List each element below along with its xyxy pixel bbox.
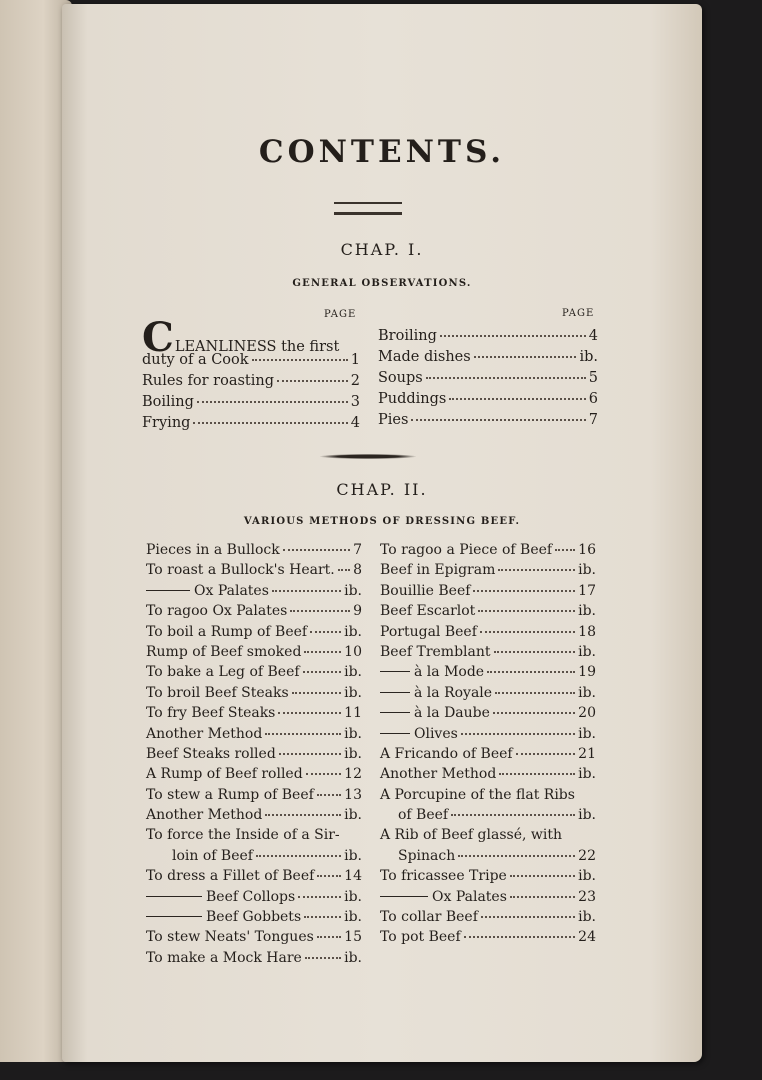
toc-entry-page-number: 13 xyxy=(344,786,362,803)
dot-leader xyxy=(487,671,575,673)
ditto-dash xyxy=(380,733,410,734)
toc-entry xyxy=(380,562,596,582)
toc-entry-label: To ragoo Ox Palates xyxy=(146,603,288,620)
toc-entry-page-number: 4 xyxy=(350,415,360,431)
toc-entry-label: à la Mode xyxy=(414,664,485,681)
toc-entry-label: Bouillie Beef xyxy=(380,582,471,599)
toc-entry xyxy=(378,370,598,391)
toc-entry-page-number: 6 xyxy=(588,391,598,407)
dot-leader xyxy=(265,814,341,816)
toc-entry xyxy=(380,603,596,623)
toc-entry-page-number: ib. xyxy=(579,349,598,365)
toc-entry xyxy=(146,603,362,623)
chapter-1-heading: CHAP. I. xyxy=(340,240,424,259)
dot-leader xyxy=(449,398,585,400)
toc-entry xyxy=(380,624,596,644)
toc-entry xyxy=(146,562,362,582)
toc-entry-label: To ragoo a Piece of Beef xyxy=(380,542,553,558)
dot-leader xyxy=(317,936,341,938)
book-page xyxy=(62,4,702,1062)
toc-entry-label: To roast a Bullock's Heart. xyxy=(146,562,335,579)
toc-entry-page-number: 10 xyxy=(344,643,362,660)
toc-entry xyxy=(146,787,362,807)
toc-entry xyxy=(380,726,596,746)
chapter-2-heading: CHAP. II. xyxy=(336,480,428,499)
toc-entry-page-number: 5 xyxy=(588,370,598,386)
dot-leader xyxy=(303,671,342,673)
toc-entry-page-number: 16 xyxy=(578,542,596,558)
dot-leader xyxy=(306,773,341,775)
toc-entry xyxy=(380,787,596,807)
dot-leader xyxy=(193,422,347,424)
toc-entry-page-number: 4 xyxy=(588,328,598,344)
toc-entry-page-number: 7 xyxy=(353,542,362,558)
toc-entry-page-number: 12 xyxy=(344,766,362,783)
toc-entry xyxy=(146,624,362,644)
toc-entry xyxy=(146,746,362,766)
dot-leader xyxy=(426,377,586,379)
page-title: CONTENTS. xyxy=(258,134,506,170)
toc-entry-label: Rules for roasting xyxy=(142,373,274,389)
dot-leader xyxy=(298,896,341,898)
toc-entry xyxy=(146,726,362,746)
dot-leader xyxy=(555,549,575,551)
toc-entry-label: Beef Gobbets xyxy=(206,909,302,926)
toc-entry-label: LEANLINESS the first xyxy=(174,339,340,355)
toc-entry xyxy=(380,889,596,909)
toc-entry-label: Broiling xyxy=(378,328,437,344)
toc-entry-label: à la Royale xyxy=(414,684,493,701)
toc-entry-page-number: ib. xyxy=(344,745,362,762)
dot-leader xyxy=(516,753,576,755)
dot-leader xyxy=(493,712,575,714)
toc-entry xyxy=(146,705,362,725)
toc-entry xyxy=(146,542,362,562)
dot-leader xyxy=(510,875,575,877)
toc-entry-label: Pies xyxy=(378,412,409,428)
toc-entry xyxy=(380,685,596,705)
toc-entry-label: To force the Inside of a Sir- xyxy=(146,827,340,844)
toc-entry-label: To pot Beef xyxy=(380,929,461,946)
toc-entry xyxy=(146,664,362,684)
toc-entry-label: Olives xyxy=(414,725,458,742)
dot-leader xyxy=(494,651,576,653)
toc-entry-label: To stew a Rump of Beef xyxy=(146,786,314,803)
toc-entry-label: To collar Beef xyxy=(380,909,478,926)
toc-entry-page-number: ib. xyxy=(344,582,362,599)
toc-entry-label: Portugal Beef xyxy=(380,623,477,640)
dot-leader xyxy=(317,794,341,796)
dot-leader xyxy=(283,549,350,551)
toc-entry xyxy=(146,950,362,970)
ditto-dash xyxy=(146,916,202,917)
toc-entry-page-number: ib. xyxy=(344,847,362,864)
dot-leader xyxy=(495,692,575,694)
toc-entry xyxy=(146,766,362,786)
toc-entry-page-number: ib. xyxy=(578,725,596,742)
toc-entry xyxy=(142,373,360,394)
toc-entry-page-number: ib. xyxy=(578,766,596,783)
toc-entry-page-number: 21 xyxy=(578,745,596,762)
toc-entry xyxy=(146,929,362,949)
toc-entry-page-number: ib. xyxy=(344,725,362,742)
dot-leader xyxy=(277,380,348,382)
dot-leader xyxy=(305,957,341,959)
toc-entry-page-number: ib. xyxy=(578,807,596,824)
chapter-divider-swell-rule xyxy=(320,454,416,459)
toc-entry-page-number: ib. xyxy=(578,868,596,885)
toc-entry-label: To broil Beef Steaks xyxy=(146,684,289,701)
page-column-label-right: PAGE xyxy=(562,308,595,319)
toc-entry-page-number: ib. xyxy=(578,562,596,579)
dot-leader xyxy=(304,651,341,653)
toc-entry-page-number: 11 xyxy=(344,705,362,722)
dot-leader xyxy=(473,590,575,592)
toc-entry-page-number: ib. xyxy=(578,684,596,701)
toc-entry-page-number: 20 xyxy=(578,705,596,722)
toc-entry-label: To fry Beef Steaks xyxy=(146,705,276,722)
toc-entry-label: of Beef xyxy=(398,807,449,824)
toc-entry-page-number: 1 xyxy=(350,352,360,368)
dot-leader xyxy=(252,359,348,361)
toc-entry xyxy=(380,583,596,603)
toc-entry xyxy=(380,644,596,664)
toc-entry-label: Beef Tremblant xyxy=(380,643,491,660)
toc-entry xyxy=(146,827,362,847)
toc-entry-label: To make a Mock Hare xyxy=(146,949,302,966)
ditto-dash xyxy=(380,671,410,672)
drop-cap: C xyxy=(142,314,174,361)
toc-entry-page-number: 18 xyxy=(578,623,596,640)
toc-entry xyxy=(146,909,362,929)
toc-entry xyxy=(380,807,596,827)
toc-entry xyxy=(380,705,596,725)
chapter-2-subheading: VARIOUS METHODS OF DRESSING BEEF. xyxy=(243,516,521,527)
toc-entry-label: Another Method xyxy=(146,807,263,824)
toc-entry-page-number: ib. xyxy=(344,664,362,681)
dot-leader xyxy=(304,916,341,918)
toc-entry xyxy=(380,827,596,847)
toc-entry-page-number: 14 xyxy=(344,868,362,885)
toc-entry-page-number: 17 xyxy=(578,582,596,599)
dot-leader xyxy=(440,335,586,337)
dot-leader xyxy=(411,419,585,421)
toc-entry-label: à la Daube xyxy=(414,705,490,722)
toc-entry-label: Another Method xyxy=(146,725,263,742)
dot-leader xyxy=(481,916,575,918)
toc-entry-label: To boil a Rump of Beef xyxy=(146,623,308,640)
toc-entry-label: Another Method xyxy=(380,766,497,783)
toc-entry-page-number: 15 xyxy=(344,929,362,946)
dot-leader xyxy=(499,773,575,775)
toc-entry xyxy=(378,349,598,370)
toc-entry-page-number: ib. xyxy=(344,623,362,640)
toc-entry-label: Ox Palates xyxy=(432,888,507,905)
toc-entry-page-number: 24 xyxy=(578,929,596,946)
toc-entry-label: To fricassee Tripe xyxy=(380,868,507,885)
ditto-dash xyxy=(380,896,428,897)
toc-entry xyxy=(380,766,596,786)
toc-entry-label: Ox Palates xyxy=(194,582,269,599)
toc-entry-label: Rump of Beef smoked xyxy=(146,643,302,660)
toc-entry-page-number: 23 xyxy=(578,888,596,905)
dot-leader xyxy=(197,401,348,403)
dot-leader xyxy=(498,569,575,571)
toc-entry-label: duty of a Cook xyxy=(142,352,249,368)
toc-entry xyxy=(378,328,598,349)
toc-entry-page-number: 2 xyxy=(350,373,360,389)
toc-entry xyxy=(146,583,362,603)
toc-entry xyxy=(380,909,596,929)
chapter-2-left-column xyxy=(146,542,362,970)
toc-entry-page-number: 9 xyxy=(353,603,362,620)
ditto-dash xyxy=(380,692,410,693)
toc-entry xyxy=(146,868,362,888)
toc-entry-page-number: ib. xyxy=(578,603,596,620)
chapter-1-subheading: GENERAL OBSERVATIONS. xyxy=(292,278,472,289)
toc-entry-label: loin of Beef xyxy=(172,847,253,864)
toc-entry-label: Beef Steaks rolled xyxy=(146,745,276,762)
toc-entry-page-number: ib. xyxy=(344,949,362,966)
dot-leader xyxy=(510,896,575,898)
toc-entry-page-number: 8 xyxy=(353,562,362,579)
dot-leader xyxy=(464,936,576,938)
dot-leader xyxy=(451,814,575,816)
toc-entry xyxy=(146,807,362,827)
toc-entry-label: Made dishes xyxy=(378,349,471,365)
toc-entry-label: Beef Collops xyxy=(206,888,296,905)
toc-entry xyxy=(146,889,362,909)
toc-entry-page-number: 22 xyxy=(578,847,596,864)
dot-leader xyxy=(256,855,341,857)
dot-leader xyxy=(317,875,341,877)
toc-entry-label: A Rump of Beef rolled xyxy=(146,766,303,783)
toc-entry-label: Boiling xyxy=(142,394,194,410)
dot-leader xyxy=(478,610,575,612)
toc-entry xyxy=(380,746,596,766)
toc-entry xyxy=(142,352,360,373)
dot-leader xyxy=(292,692,341,694)
ditto-dash xyxy=(146,896,202,897)
toc-entry-page-number: ib. xyxy=(344,684,362,701)
dot-leader xyxy=(338,569,350,571)
dot-leader xyxy=(279,753,341,755)
toc-entry-label: Pieces in a Bullock xyxy=(146,542,280,558)
dot-leader xyxy=(310,631,341,633)
toc-entry xyxy=(380,929,596,949)
dot-leader xyxy=(480,631,575,633)
toc-entry-page-number: ib. xyxy=(344,909,362,926)
toc-entry xyxy=(380,848,596,868)
toc-entry-label: Soups xyxy=(378,370,423,386)
toc-entry xyxy=(380,664,596,684)
toc-entry xyxy=(378,412,598,433)
toc-entry-label: Puddings xyxy=(378,391,447,407)
dot-leader xyxy=(265,733,341,735)
toc-entry-label: Beef Escarlot xyxy=(380,603,476,620)
toc-entry-page-number: ib. xyxy=(344,888,362,905)
dot-leader xyxy=(474,356,577,358)
toc-entry-page-number: ib. xyxy=(344,807,362,824)
page-column-label-left: PAGE xyxy=(324,309,357,320)
toc-entry-page-number: 19 xyxy=(578,664,596,681)
toc-entry-label: To stew Neats' Tongues xyxy=(146,929,314,946)
dot-leader xyxy=(272,590,341,592)
toc-entry-label: Beef in Epigram xyxy=(380,562,496,579)
toc-entry-page-number: 3 xyxy=(350,394,360,410)
toc-entry-page-number: ib. xyxy=(578,909,596,926)
toc-entry-label: To dress a Fillet of Beef xyxy=(146,868,315,885)
dot-leader xyxy=(278,712,341,714)
toc-entry-page-number: ib. xyxy=(578,643,596,660)
toc-entry-label: A Porcupine of the flat Ribs xyxy=(380,786,575,803)
toc-entry-label: Frying xyxy=(142,415,191,431)
dot-leader xyxy=(290,610,350,612)
chapter-1-right-column xyxy=(378,328,598,433)
dot-leader xyxy=(461,733,575,735)
toc-entry xyxy=(380,542,596,562)
toc-entry xyxy=(380,868,596,888)
toc-entry xyxy=(146,685,362,705)
toc-entry-label: Spinach xyxy=(398,847,456,864)
toc-entry xyxy=(142,394,360,415)
toc-entry xyxy=(146,644,362,664)
toc-entry xyxy=(146,848,362,868)
ditto-dash xyxy=(146,590,190,591)
toc-entry-label: A Rib of Beef glassé, with xyxy=(380,827,562,844)
ditto-dash xyxy=(380,712,410,713)
title-double-rule xyxy=(334,202,402,215)
toc-entry xyxy=(142,415,360,436)
toc-entry xyxy=(378,391,598,412)
chapter-2-right-column xyxy=(380,542,596,950)
toc-entry-page-number: 7 xyxy=(588,412,598,428)
toc-entry-label: A Fricando of Beef xyxy=(380,745,513,762)
dot-leader xyxy=(458,855,575,857)
toc-entry-label: To bake a Leg of Beef xyxy=(146,664,300,681)
